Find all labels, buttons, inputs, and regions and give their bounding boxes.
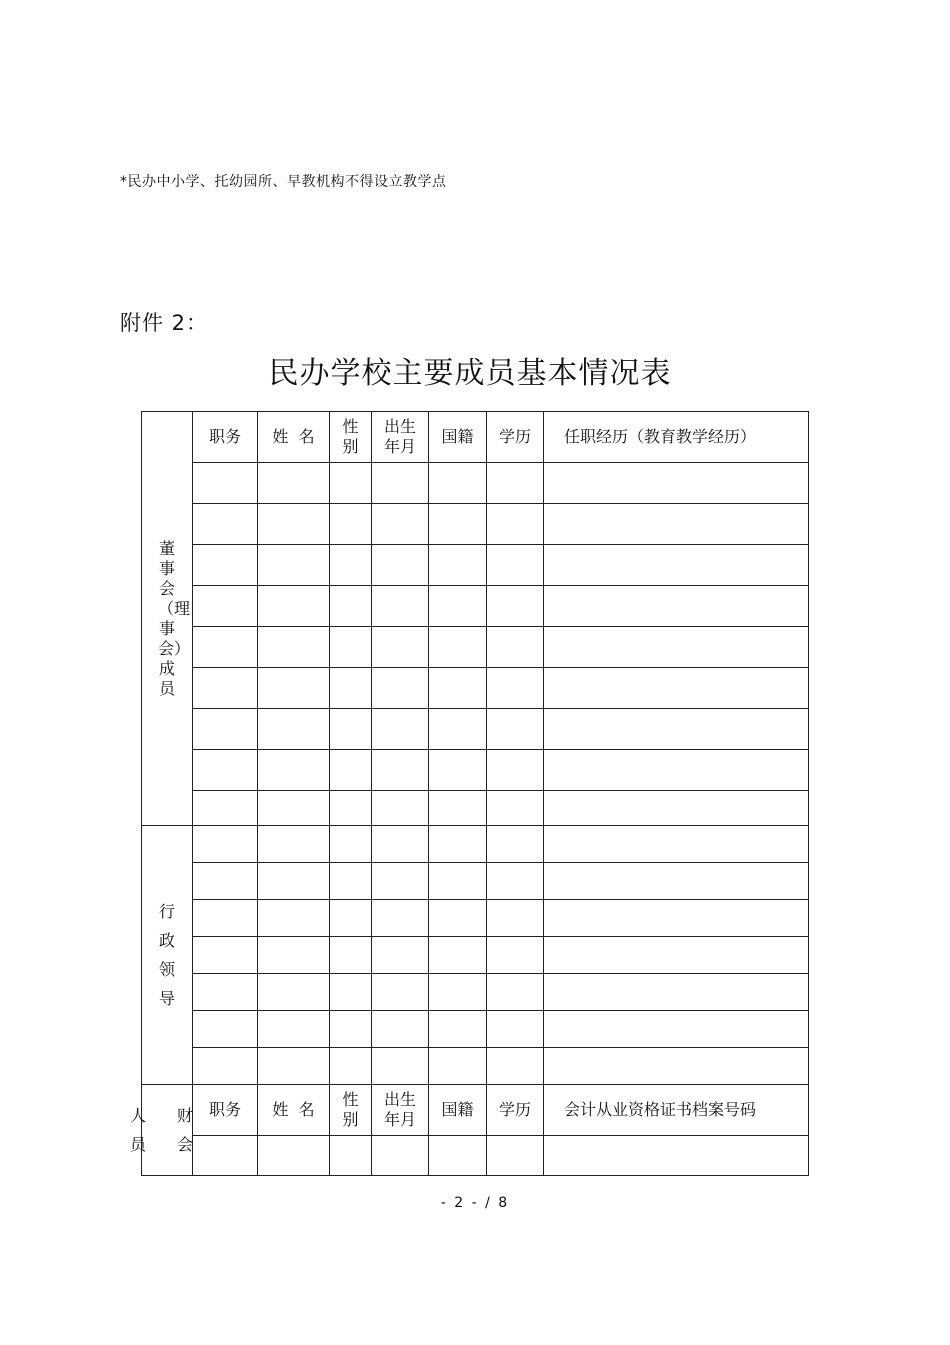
finance-group-label: [142, 1085, 193, 1176]
header-position: 职务: [193, 412, 258, 463]
table-row: [142, 1011, 809, 1048]
table-row: [142, 463, 809, 504]
page-number: - 2 - / 8: [440, 1195, 510, 1211]
header-birth: 出生 年月: [372, 1085, 429, 1136]
admin-group-label: 行政领导: [142, 826, 193, 1085]
annex-label: 附件 2：: [120, 311, 209, 335]
header-gender: 性 别: [330, 412, 372, 463]
finance-char: 人: [130, 1106, 147, 1125]
table-row: [142, 863, 809, 900]
board-header-row: [142, 412, 809, 463]
table-row: [142, 627, 809, 668]
finance-char: 员: [130, 1135, 147, 1154]
table-row: [142, 826, 809, 863]
header-nationality: 国籍: [429, 1085, 487, 1136]
table-row: [142, 1048, 809, 1085]
header-name: 姓 名: [258, 1085, 330, 1136]
document-title: 民办学校主要成员基本情况表: [268, 356, 672, 391]
header-birth: 出生 年月: [372, 412, 429, 463]
table-row: [142, 974, 809, 1011]
table-row: [142, 791, 809, 826]
table-row: [142, 504, 809, 545]
table-row: [142, 668, 809, 709]
finance-char: 会: [177, 1135, 194, 1154]
members-table: [141, 411, 809, 1176]
header-position: 职务: [193, 1085, 258, 1136]
header-gender: 性 别: [330, 1085, 372, 1136]
header-education: 学历: [487, 412, 544, 463]
table-row: [142, 900, 809, 937]
table-row: [142, 1136, 809, 1176]
table-row: [142, 937, 809, 974]
note-text: *民办中小学、托幼园所、早教机构不得设立教学点: [120, 174, 447, 190]
table-row: [142, 586, 809, 627]
header-certificate: 会计从业资格证书档案号码: [544, 1085, 809, 1136]
table-row: [142, 750, 809, 791]
table-row: [142, 709, 809, 750]
finance-header-row: [142, 1085, 809, 1136]
finance-char: 财: [177, 1106, 194, 1125]
table-row: [142, 545, 809, 586]
header-experience: 任职经历（教育教学经历）: [544, 412, 809, 463]
header-nationality: 国籍: [429, 412, 487, 463]
header-name: 姓 名: [258, 412, 330, 463]
header-education: 学历: [487, 1085, 544, 1136]
board-group-label: 董事会（理事会）成员: [142, 412, 193, 826]
